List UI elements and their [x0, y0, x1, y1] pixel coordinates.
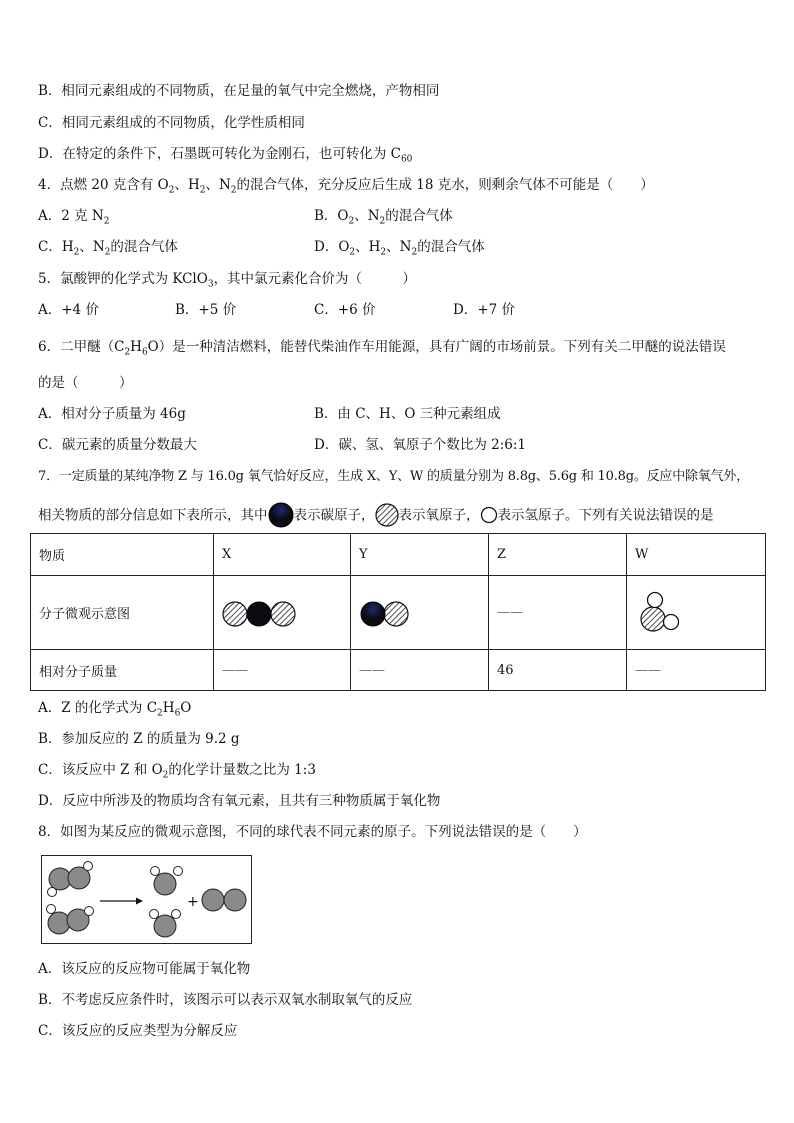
q8-option-b: B．不考虑反应条件时，该图示可以表示双氧水制取氧气的反应 — [38, 992, 413, 1008]
molecule-y-diagram — [351, 576, 489, 650]
h2o-molecule-icon — [635, 591, 683, 635]
q7-option-d: D．反应中所涉及的物质均含有氧元素，且共有三种物质属于氧化物 — [38, 793, 441, 809]
table-header-cell: Y — [351, 534, 489, 576]
q7-stem: 7．一定质量的某纯净物 Z 与 16.0g 氧气恰好反应，生成 X、Y、W 的质量分别为 8.8g、5.6g 和 10.8g。反应中除氧气外， — [38, 469, 750, 484]
q5-option-a: A．+4 价 — [38, 302, 99, 318]
q4-option-a: A．2 克 $N_2$ — [38, 208, 110, 227]
molecule-w-diagram — [627, 576, 766, 650]
q7-option-c: C．该反应中 Z 和 $O_2$的化学计量数之比为 1:3 — [38, 762, 316, 781]
oxygen-atom-legend-icon — [375, 503, 399, 527]
q6-option-a: A．相对分子质量为 46g — [38, 406, 186, 422]
q8-option-a: A．该反应的反应物可能属于氧化物 — [38, 961, 251, 977]
q7-stem-line2: 相关物质的部分信息如下表所示，其中 表示碳原子， 表示氧原子， 表示氢原子。下列有关说法错误的是 — [38, 503, 714, 529]
table-cell: 46 — [489, 650, 627, 691]
table-row — [31, 576, 766, 650]
product-molecule-icon — [151, 867, 183, 896]
q8-stem: 8．如图为某反应的微观示意图，不同的球代表不同元素的原子。下列说法错误的是（ ） — [38, 824, 587, 840]
q4-option-c: C．$H_2$、$N_2$的混合气体 — [38, 239, 178, 258]
q6-option-c: C．碳元素的质量分数最大 — [38, 437, 197, 453]
q3-option-d: D．在特定的条件下，石墨既可转化为金刚石，也可转化为 $C_{60}$ — [38, 146, 413, 165]
q4-option-b: B．$O_2$、$N_2$的混合气体 — [314, 208, 453, 227]
table-header-cell: 物质 — [31, 534, 214, 576]
q3-option-b: B．相同元素组成的不同物质，在足量的氧气中完全燃烧，产物相同 — [38, 83, 440, 99]
q5-option-b: B．+5 价 — [175, 302, 237, 318]
q3-option-c: C．相同元素组成的不同物质，化学性质相同 — [38, 115, 305, 131]
q8-option-c: C．该反应的反应类型为分解反应 — [38, 1023, 238, 1039]
table-cell: —— — [627, 650, 766, 691]
q6-stem: 6．二甲醚$(C_2H_6O)$是一种清洁燃料，能替代柴油作车用能源，具有广阔的市场前景。下列有关二甲醚的说法错误 — [38, 339, 726, 358]
reactant-molecule-icon — [47, 905, 94, 935]
table-header-row — [31, 534, 766, 576]
molecule-x-diagram — [214, 576, 351, 650]
q7-table — [30, 533, 766, 691]
q7-option-b: B．参加反应的 Z 的质量为 9.2 g — [38, 731, 240, 747]
table-row-label: 相对分子质量 — [31, 650, 214, 691]
carbon-atom-legend-icon — [268, 502, 294, 528]
table-row — [31, 650, 766, 691]
product-molecule-icon — [202, 889, 246, 911]
molecule-z-placeholder: —— — [489, 576, 627, 650]
table-row-label: 分子微观示意图 — [31, 576, 214, 650]
q4-stem: 4．点燃 20 克含有 $O_2$、$H_2$、$N_2$的混合气体，充分反应后生成 18 克水，则剩余气体不可能是（ ） — [38, 177, 654, 196]
reaction-diagram — [42, 856, 251, 943]
table-header-cell: Z — [489, 534, 627, 576]
table-cell: —— — [214, 650, 351, 691]
co-molecule-icon — [359, 597, 415, 629]
q6-option-d: D．碳、氢、氧原子个数比为 2:6:1 — [314, 437, 526, 453]
reactant-molecule-icon — [48, 862, 93, 897]
table-cell: —— — [351, 650, 489, 691]
q5-option-d: D．+7 价 — [453, 302, 516, 318]
product-molecule-icon — [150, 910, 181, 938]
q5-stem: 5．氯酸钾的化学式为 KClO$_3$，其中氯元素化合价为（ ） — [38, 271, 417, 290]
plus-sign: + — [187, 894, 199, 910]
q6-option-b: B．由 C、H、O 三种元素组成 — [314, 406, 501, 422]
table-header-cell: X — [214, 534, 351, 576]
q5-option-c: C．+6 价 — [314, 302, 376, 318]
q6-stem-line2: 的是（ ） — [38, 375, 133, 391]
table-header-cell: W — [627, 534, 766, 576]
reaction-arrow-icon — [100, 898, 143, 905]
co2-molecule-icon — [222, 597, 302, 629]
hydrogen-atom-legend-icon — [480, 506, 498, 524]
q4-option-d: D．$O_2$、$H_2$、$N_2$的混合气体 — [314, 239, 485, 258]
q8-reaction-figure — [41, 855, 252, 944]
q7-option-a: A．Z 的化学式为 $C_2H_6O$ — [38, 700, 192, 719]
